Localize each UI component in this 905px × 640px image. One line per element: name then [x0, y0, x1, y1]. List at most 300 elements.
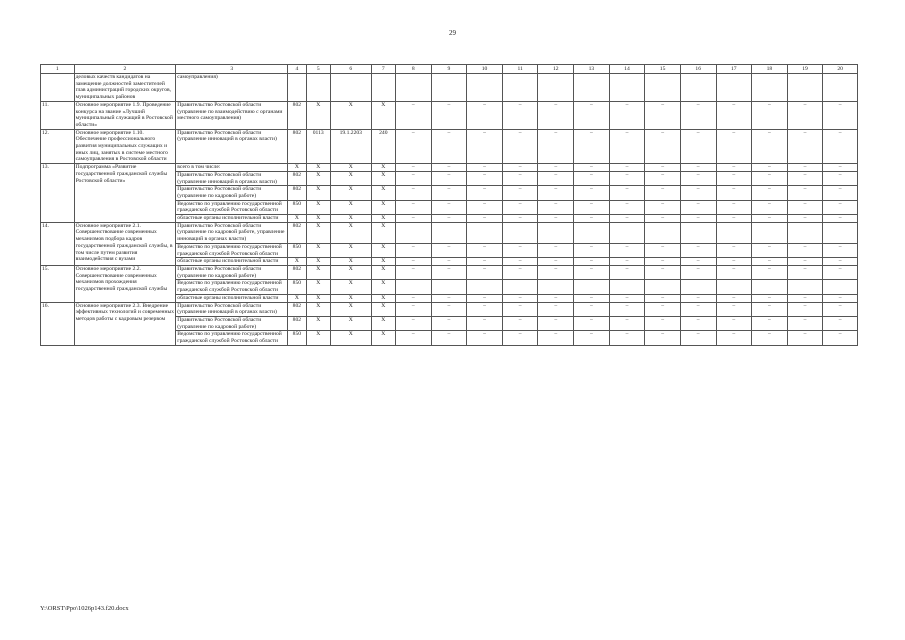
table-row	[41, 265, 858, 279]
amount-cell: –	[502, 200, 538, 214]
budget-code: 19.1.2203	[330, 129, 371, 164]
amount-cell	[396, 222, 432, 243]
table-row	[41, 129, 858, 164]
amount-cell: –	[431, 129, 467, 164]
activity-name: Основное мероприятие 2.1. Совершенствование современных механизмов подбора кадров государственной гражданской службы, в том числе путем развития взаимодействия с вузами	[74, 222, 176, 265]
budget-code: Х	[371, 258, 395, 266]
amount-cell: –	[609, 316, 645, 330]
amount-cell	[787, 280, 823, 294]
amount-cell: –	[787, 316, 823, 330]
budget-code: 850	[288, 331, 306, 345]
amount-cell: –	[431, 171, 467, 185]
header-cell: 16	[680, 65, 716, 74]
amount-cell: –	[396, 331, 432, 345]
budget-code: Х	[306, 243, 330, 257]
amount-cell: –	[538, 164, 574, 172]
header-cell: 19	[787, 65, 823, 74]
budget-code: 0113	[306, 129, 330, 164]
header-cell: 18	[752, 65, 788, 74]
executor: Правительство Ростовской области (управление по кадровой работе)	[176, 186, 288, 200]
amount-cell: –	[716, 129, 752, 164]
amount-cell: –	[716, 101, 752, 129]
amount-cell: –	[645, 200, 681, 214]
amount-cell: –	[538, 302, 574, 316]
amount-cell	[609, 74, 645, 102]
amount-cell: –	[431, 215, 467, 223]
amount-cell: –	[752, 258, 788, 266]
activity-name: Основное мероприятие 2.2. Совершенствование современных механизмов прохождения государственной гражданской службы	[74, 265, 176, 302]
amount-cell: –	[752, 331, 788, 345]
amount-cell: –	[538, 129, 574, 164]
amount-cell: –	[467, 171, 503, 185]
header-row	[41, 65, 858, 74]
amount-cell: –	[431, 302, 467, 316]
budget-code	[371, 74, 395, 102]
amount-cell	[645, 74, 681, 102]
amount-cell: –	[502, 243, 538, 257]
amount-cell: –	[574, 186, 610, 200]
amount-cell: –	[680, 258, 716, 266]
amount-cell: –	[574, 302, 610, 316]
amount-cell	[431, 74, 467, 102]
amount-cell	[574, 280, 610, 294]
row-number: 14.	[41, 222, 75, 265]
amount-cell	[502, 74, 538, 102]
budget-code: Х	[330, 215, 371, 223]
amount-cell: –	[716, 258, 752, 266]
budget-code: Х	[306, 164, 330, 172]
executor: самоуправления)	[176, 74, 288, 102]
amount-cell: –	[396, 129, 432, 164]
amount-cell: –	[823, 171, 858, 185]
table-row	[41, 74, 858, 102]
executor: Правительство Ростовской области (управление инноваций в органах власти)	[176, 129, 288, 164]
amount-cell: –	[396, 294, 432, 302]
amount-cell: –	[787, 265, 823, 279]
amount-cell: –	[431, 331, 467, 345]
amount-cell	[467, 280, 503, 294]
amount-cell	[502, 222, 538, 243]
executor: всего в том числе:	[176, 164, 288, 172]
amount-cell: –	[716, 302, 752, 316]
header-cell: 12	[538, 65, 574, 74]
amount-cell: –	[787, 171, 823, 185]
amount-cell: –	[823, 294, 858, 302]
activity-name: деловых качеств кандидатов на замещение должностей заместителей глав администраций городских округов, муниципальных районов	[74, 74, 176, 102]
amount-cell: –	[538, 243, 574, 257]
budget-code: 240	[371, 129, 395, 164]
budget-code: Х	[330, 171, 371, 185]
amount-cell: –	[680, 171, 716, 185]
budget-code: Х	[330, 316, 371, 330]
amount-cell: –	[396, 302, 432, 316]
amount-cell: –	[538, 186, 574, 200]
header-cell: 10	[467, 65, 503, 74]
amount-cell: –	[823, 265, 858, 279]
amount-cell: –	[396, 265, 432, 279]
amount-cell	[716, 280, 752, 294]
amount-cell	[502, 280, 538, 294]
header-cell: 20	[823, 65, 858, 74]
amount-cell: –	[716, 215, 752, 223]
budget-code: Х	[371, 331, 395, 345]
row-number	[41, 74, 75, 102]
amount-cell	[431, 222, 467, 243]
amount-cell: –	[752, 294, 788, 302]
table-row	[41, 222, 858, 243]
amount-cell: –	[716, 200, 752, 214]
budget-code: Х	[371, 171, 395, 185]
amount-cell: –	[431, 101, 467, 129]
budget-code: Х	[330, 186, 371, 200]
amount-cell: –	[574, 294, 610, 302]
amount-cell: –	[538, 316, 574, 330]
amount-cell: –	[609, 186, 645, 200]
amount-cell: –	[645, 302, 681, 316]
executor: Ведомство по управлению государственной гражданской службой Ростовской области	[176, 331, 288, 345]
amount-cell: –	[645, 171, 681, 185]
budget-code: Х	[306, 331, 330, 345]
amount-cell: –	[787, 331, 823, 345]
budget-code: Х	[371, 200, 395, 214]
amount-cell: –	[431, 200, 467, 214]
amount-cell: –	[502, 171, 538, 185]
amount-cell: –	[752, 302, 788, 316]
amount-cell: –	[752, 186, 788, 200]
amount-cell: –	[396, 243, 432, 257]
amount-cell: –	[396, 164, 432, 172]
amount-cell: –	[645, 265, 681, 279]
amount-cell: –	[752, 316, 788, 330]
budget-code: Х	[330, 302, 371, 316]
budget-code: Х	[330, 265, 371, 279]
budget-code: Х	[371, 222, 395, 243]
amount-cell	[538, 280, 574, 294]
amount-cell	[609, 222, 645, 243]
amount-cell: –	[823, 186, 858, 200]
budget-code: Х	[371, 316, 395, 330]
amount-cell	[396, 280, 432, 294]
amount-cell: –	[431, 164, 467, 172]
amount-cell: –	[752, 200, 788, 214]
amount-cell: –	[787, 129, 823, 164]
amount-cell: –	[502, 129, 538, 164]
header-cell: 1	[41, 65, 75, 74]
amount-cell: –	[645, 331, 681, 345]
activity-name: Основное мероприятие 2.3. Внедрение эффективных технологий и современных методов работы с кадровым резервом	[74, 302, 176, 345]
amount-cell: –	[716, 316, 752, 330]
executor: Правительство Ростовской области (управление по взаимодействию с органами местного самоуправления)	[176, 101, 288, 129]
amount-cell	[752, 280, 788, 294]
amount-cell: –	[680, 316, 716, 330]
amount-cell: –	[609, 171, 645, 185]
amount-cell: –	[396, 101, 432, 129]
amount-cell: –	[574, 316, 610, 330]
budget-code: Х	[371, 215, 395, 223]
amount-cell: –	[680, 200, 716, 214]
amount-cell: –	[574, 265, 610, 279]
budget-code: Х	[306, 215, 330, 223]
amount-cell: –	[467, 129, 503, 164]
amount-cell	[787, 222, 823, 243]
amount-cell	[574, 74, 610, 102]
amount-cell: –	[645, 258, 681, 266]
amount-cell: –	[787, 258, 823, 266]
budget-code: 850	[288, 200, 306, 214]
amount-cell: –	[609, 243, 645, 257]
executor: Ведомство по управлению государственной гражданской службой Ростовской области	[176, 280, 288, 294]
amount-cell: –	[716, 164, 752, 172]
budget-code: Х	[306, 186, 330, 200]
budget-code: Х	[288, 164, 306, 172]
budget-code: Х	[288, 258, 306, 266]
amount-cell: –	[609, 215, 645, 223]
amount-cell: –	[502, 265, 538, 279]
budget-code: Х	[330, 164, 371, 172]
amount-cell: –	[431, 258, 467, 266]
amount-cell: –	[716, 243, 752, 257]
amount-cell: –	[431, 186, 467, 200]
amount-cell: –	[752, 129, 788, 164]
amount-cell	[787, 74, 823, 102]
budget-code: Х	[330, 294, 371, 302]
executor: Правительство Ростовской области (управление по кадровой работе, управление инноваций в органах власти)	[176, 222, 288, 243]
footer-file-path: Y:\ORST\Ppo\1026p143.f20.docx	[40, 605, 129, 612]
amount-cell: –	[574, 129, 610, 164]
amount-cell	[823, 280, 858, 294]
amount-cell: –	[716, 331, 752, 345]
amount-cell: –	[752, 265, 788, 279]
amount-cell: –	[823, 129, 858, 164]
amount-cell	[538, 74, 574, 102]
header-cell: 5	[306, 65, 330, 74]
amount-cell: –	[645, 316, 681, 330]
amount-cell: –	[680, 215, 716, 223]
amount-cell	[645, 280, 681, 294]
activity-name: Подпрограмма «Развитие государственной гражданской службы Ростовской области»	[74, 164, 176, 223]
budget-code: Х	[371, 302, 395, 316]
amount-cell: –	[645, 164, 681, 172]
amount-cell: –	[467, 258, 503, 266]
amount-cell: –	[431, 316, 467, 330]
amount-cell: –	[574, 258, 610, 266]
header-cell: 13	[574, 65, 610, 74]
amount-cell: –	[502, 302, 538, 316]
amount-cell: –	[787, 215, 823, 223]
amount-cell: –	[396, 258, 432, 266]
budget-code: Х	[306, 280, 330, 294]
row-number: 12.	[41, 129, 75, 164]
budget-code: 802	[288, 222, 306, 243]
amount-cell: –	[823, 215, 858, 223]
budget-code: Х	[306, 171, 330, 185]
budget-code: Х	[306, 258, 330, 266]
amount-cell: –	[645, 243, 681, 257]
budget-code: Х	[306, 200, 330, 214]
amount-cell: –	[787, 302, 823, 316]
budget-code: 802	[288, 316, 306, 330]
amount-cell: –	[467, 265, 503, 279]
amount-cell	[574, 222, 610, 243]
amount-cell: –	[538, 258, 574, 266]
row-number: 15.	[41, 265, 75, 302]
row-number: 11.	[41, 101, 75, 129]
amount-cell	[467, 74, 503, 102]
executor: Правительство Ростовской области (управление по кадровой работе)	[176, 265, 288, 279]
budget-code: Х	[306, 294, 330, 302]
amount-cell: –	[467, 294, 503, 302]
budget-code: 802	[288, 186, 306, 200]
budget-code: Х	[306, 265, 330, 279]
header-cell: 4	[288, 65, 306, 74]
amount-cell	[752, 222, 788, 243]
amount-cell: –	[431, 265, 467, 279]
amount-cell: –	[609, 101, 645, 129]
header-cell: 17	[716, 65, 752, 74]
header-cell: 9	[431, 65, 467, 74]
amount-cell	[645, 222, 681, 243]
amount-cell: –	[680, 265, 716, 279]
amount-cell: –	[574, 101, 610, 129]
amount-cell: –	[396, 186, 432, 200]
header-cell: 14	[609, 65, 645, 74]
budget-code: Х	[330, 258, 371, 266]
amount-cell: –	[609, 294, 645, 302]
executor: Правительство Ростовской области (управление инноваций в органах власти)	[176, 302, 288, 316]
amount-cell: –	[823, 101, 858, 129]
program-table	[40, 64, 858, 346]
amount-cell: –	[609, 200, 645, 214]
amount-cell: –	[680, 294, 716, 302]
budget-code: Х	[330, 331, 371, 345]
budget-code: Х	[306, 316, 330, 330]
budget-code	[306, 74, 330, 102]
amount-cell: –	[680, 101, 716, 129]
amount-cell	[538, 222, 574, 243]
amount-cell: –	[752, 164, 788, 172]
amount-cell: –	[502, 186, 538, 200]
amount-cell: –	[752, 243, 788, 257]
amount-cell: –	[716, 186, 752, 200]
activity-name: Основное мероприятие 1.10. Обеспечение профессионального развития муниципальных служащих и иных лиц, занятых в системе местного самоуправления в Ростовской области	[74, 129, 176, 164]
amount-cell: –	[752, 215, 788, 223]
budget-code: Х	[330, 222, 371, 243]
amount-cell: –	[467, 101, 503, 129]
executor: Правительство Ростовской области (управление инноваций в органах власти)	[176, 171, 288, 185]
amount-cell: –	[396, 200, 432, 214]
amount-cell: –	[716, 265, 752, 279]
amount-cell: –	[645, 101, 681, 129]
budget-code: Х	[371, 101, 395, 129]
amount-cell	[823, 222, 858, 243]
amount-cell: –	[823, 258, 858, 266]
amount-cell: –	[680, 129, 716, 164]
amount-cell: –	[467, 164, 503, 172]
budget-code: 850	[288, 243, 306, 257]
table-row	[41, 164, 858, 172]
amount-cell: –	[752, 171, 788, 185]
amount-cell: –	[574, 200, 610, 214]
amount-cell: –	[680, 186, 716, 200]
amount-cell	[680, 222, 716, 243]
executor: областные органы исполнительной власти	[176, 258, 288, 266]
amount-cell: –	[823, 316, 858, 330]
budget-code: Х	[306, 101, 330, 129]
budget-code: Х	[330, 243, 371, 257]
amount-cell: –	[502, 258, 538, 266]
amount-cell	[396, 74, 432, 102]
amount-cell	[431, 280, 467, 294]
amount-cell	[680, 74, 716, 102]
amount-cell: –	[787, 186, 823, 200]
amount-cell: –	[787, 101, 823, 129]
amount-cell: –	[716, 294, 752, 302]
header-cell: 11	[502, 65, 538, 74]
executor: Ведомство по управлению государственной гражданской службой Ростовской области	[176, 200, 288, 214]
amount-cell: –	[538, 265, 574, 279]
amount-cell: –	[538, 294, 574, 302]
header-cell: 2	[74, 65, 176, 74]
budget-code: Х	[306, 302, 330, 316]
budget-code: Х	[330, 101, 371, 129]
amount-cell: –	[538, 171, 574, 185]
amount-cell: –	[502, 316, 538, 330]
amount-cell: –	[538, 200, 574, 214]
amount-cell: –	[467, 186, 503, 200]
amount-cell: –	[609, 331, 645, 345]
amount-cell: –	[467, 316, 503, 330]
header-cell: 7	[371, 65, 395, 74]
amount-cell: –	[396, 316, 432, 330]
amount-cell: –	[823, 243, 858, 257]
amount-cell: –	[538, 331, 574, 345]
amount-cell: –	[467, 243, 503, 257]
amount-cell: –	[787, 200, 823, 214]
amount-cell: –	[467, 215, 503, 223]
amount-cell: –	[502, 215, 538, 223]
amount-cell: –	[609, 258, 645, 266]
amount-cell: –	[467, 331, 503, 345]
amount-cell: –	[787, 243, 823, 257]
amount-cell: –	[502, 101, 538, 129]
row-number: 13.	[41, 164, 75, 223]
amount-cell: –	[396, 171, 432, 185]
amount-cell: –	[467, 302, 503, 316]
amount-cell	[752, 74, 788, 102]
row-number: 16.	[41, 302, 75, 345]
page-number: 29	[449, 29, 456, 37]
amount-cell: –	[502, 331, 538, 345]
amount-cell: –	[502, 294, 538, 302]
amount-cell: –	[752, 101, 788, 129]
budget-code: Х	[330, 200, 371, 214]
amount-cell: –	[680, 331, 716, 345]
header-cell: 15	[645, 65, 681, 74]
amount-cell: –	[431, 243, 467, 257]
table-row	[41, 302, 858, 316]
header-cell: 8	[396, 65, 432, 74]
executor: областные органы исполнительной власти	[176, 215, 288, 223]
amount-cell	[680, 280, 716, 294]
amount-cell: –	[467, 200, 503, 214]
amount-cell: –	[645, 294, 681, 302]
amount-cell: –	[574, 171, 610, 185]
budget-code: Х	[371, 294, 395, 302]
amount-cell: –	[787, 164, 823, 172]
amount-cell: –	[716, 171, 752, 185]
amount-cell: –	[680, 243, 716, 257]
amount-cell: –	[823, 331, 858, 345]
